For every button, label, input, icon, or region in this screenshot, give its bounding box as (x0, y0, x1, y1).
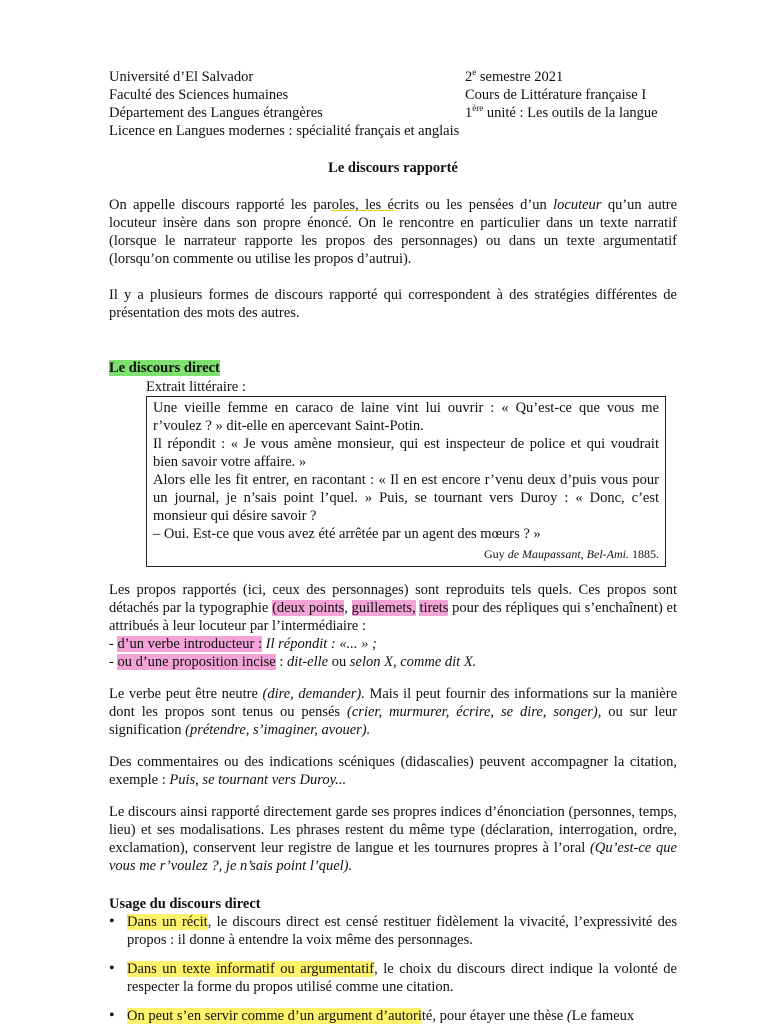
course-name: Cours de Littérature française I (465, 87, 647, 103)
unit-title: 1ère unité : Les outils de la langue (465, 103, 658, 121)
licence-line: Licence en Langues modernes : spécialité français et anglais (109, 123, 460, 139)
literary-extract-box (146, 396, 666, 567)
faculty-name: Faculté des Sciences humaines (109, 87, 289, 103)
extract-label: Extrait littéraire : (146, 379, 246, 395)
direct-list-item-1: - d’un verbe introducteur : Il répondit : «... » ; (109, 636, 377, 652)
direct-list-item-2: - ou d’une proposition incise : dit-elle ou selon X, comme dit X. (109, 654, 477, 670)
intro-paragraph-2: Il y a plusieurs formes de discours rapporté qui correspondent à des stratégies différentes de présentation des mots des autres. (109, 287, 677, 321)
university-name: Université d’El Salvador (109, 69, 254, 85)
direct-paragraph-2: Le verbe peut être neutre (dire, demander). Mais il peut fournir des informations sur la manière dont les propos sont tenus ou pensés (crier, murmurer, écrire, se dire, songer), ou sur leur signification (prétendre, s’imaginer, avouer). (109, 686, 678, 738)
extract-line: – Oui. Est-ce que vous avez été arrêtée par un agent des mœurs ? » (153, 526, 541, 542)
department-name: Département des Langues étrangères (109, 105, 323, 121)
extract-line: Une vieille femme en caraco de laine vint lui ouvrir : « Qu’est-ce que vous me r’voulez ? » dit-elle en apercevant Saint-Potin. (153, 400, 659, 434)
document-title: Le discours rapporté (328, 160, 458, 176)
extract-line: Il répondit : « Je vous amène monsieur, qui est inspecteur de police et qui voudrait bien savoir votre affaire. » (153, 436, 659, 470)
direct-paragraph-1: Les propos rapportés (ici, ceux des personnages) sont reproduits tels quels. Ces propos sont détachés par la typographie (deux points, guillemets, tirets pour des répliques qui s’enchaînent) et attribués à leur locuteur par l’intermédiaire : (109, 582, 677, 634)
direct-paragraph-4: Le discours ainsi rapporté directement garde ses propres indices d’énonciation (personnes, temps, lieu) et ses modalisations. Les phrases restent du même type (déclaration, interrogation, ordre, exclamation), conservent leur registre de langue et les tournures propres à l’oral (Qu’est-ce que vous me r’voulez ?, je n’sais point l’quel). (109, 804, 677, 874)
header-right (465, 68, 658, 122)
direct-paragraph-3: Des commentaires ou des indications scéniques (didascalies) peuvent accompagner la citation, exemple : Puis, se tournant vers Duroy... (109, 754, 677, 788)
usage-bullet-2: • Dans un texte informatif ou argumentatif, le choix du discours direct indique la volonté de respecter la forme du propos utilisé comme une citation. (109, 960, 677, 996)
usage-heading: Usage du discours direct (109, 896, 261, 912)
extract-line: Alors elle les fit entrer, en racontant : « Il en est encore r’venu deux d’puis vous pour un journal, je n’sais point l’quel. » Puis, se tournant vers Duroy : « Donc, c’est monsieur qui désire savoir ? (153, 472, 659, 524)
semester: 2e semestre 2021 (465, 67, 564, 85)
section-heading-direct: Le discours direct (109, 360, 220, 376)
document-page (109, 68, 677, 1025)
intro-paragraph-1: On appelle discours rapporté les paroles, les écrits ou les pensées d’un locuteur qu’un autre locuteur insère dans son propre énoncé. On le rencontre en particulier dans un texte narratif (lorsque le narrateur rapporte les propos des personnages) ou dans un texte argumentatif (lorsqu’on commente ou utilise les propos d’autrui). (109, 197, 678, 267)
header-left (109, 68, 323, 122)
usage-bullet-1: • Dans un récit, le discours direct est censé restituer fidèlement la vivacité, l’expressivité des propos : il donne à entendre la voix même des personnages. (109, 913, 677, 949)
document-header (109, 68, 677, 140)
extract-citation: Guy de Maupassant, Bel-Ami. 1885. (484, 547, 659, 561)
usage-bullet-3: • On peut s’en servir comme d’un argument d’autorité, pour étayer une thèse (Le fameux (109, 1007, 677, 1025)
